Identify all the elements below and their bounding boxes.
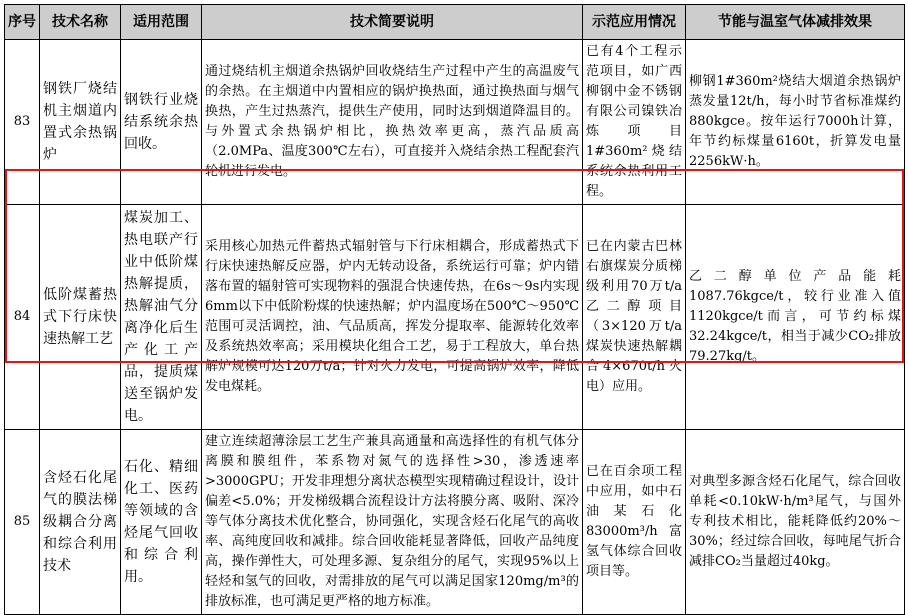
row-name: 低阶煤蓄热式下行床快速热解工艺	[40, 205, 121, 430]
row-name: 钢铁厂烧结机主烟道内置式余热锅炉	[40, 40, 121, 205]
row-seq: 84	[5, 205, 40, 430]
header-demo: 示范应用情况	[583, 5, 686, 40]
row-demo: 已在百余项工程中应用，如中石油某石化83000m³/h富氢气体综合回收项目等。	[583, 430, 686, 615]
row-effect: 柳钢1#360m²烧结大烟道余热锅炉蒸发量12t/h，每小时节省标准煤约880kgce。按年运行7000h计算，年节约标煤量6160t，折算发电量2256kW·h。	[686, 40, 905, 205]
row-effect: 对典型多源含烃石化尾气，综合回收单耗<0.10kW·h/m³尾气，与国外专利技术相比，能耗降低约20%～30%；经过综合回收，每吨尾气折合减排CO₂当量超过40kg。	[686, 430, 905, 615]
table-row	[5, 430, 905, 615]
header-seq: 序号	[5, 5, 40, 40]
row-scope: 石化、精细化工、医药等领域的含烃尾气回收和综合利用。	[121, 430, 202, 615]
row-demo: 已在内蒙古巴林右旗煤炭分质梯级利用70万t/a乙二醇项目（3×120万t/a煤炭快速热解耦合4×670t/h火电）应用。	[583, 205, 686, 430]
table-header-row	[5, 5, 905, 40]
row-desc: 采用核心加热元件蓄热式辐射管与下行床相耦合，形成蓄热式下行床快速热解反应器，炉内无转动设备，系统运行可靠；炉内错落布置的辐射管可实现物料的强混合快速传热，在6s～9s内实现6mm以下中低阶粉煤的快速热解；炉内温度场在500℃～950℃范围可灵活调控，油、气品质高，挥发分提取率、能源转化效率及系统热效率高；采用模块化组合工艺，易于工程放大，单台热解炉规模可达120万t/a；针对火力发电，可提高锅炉效率，降低发电煤耗。	[202, 205, 583, 430]
row-seq: 83	[5, 40, 40, 205]
row-demo: 已有4个工程示范项目，如广西柳钢中金不锈钢有限公司镍铁冶炼项目1#360m²烧结系统余热利用工程。	[583, 40, 686, 205]
row-effect: 乙二醇单位产品能耗1087.76kgce/t，较行业准入值1120kgce/t而言，可节约标煤32.24kgce/t，相当于减少CO₂排放79.27kg/t。	[686, 205, 905, 430]
row-desc: 通过烧结机主烟道余热锅炉回收烧结生产过程中产生的高温废气的余热。在主烟道中内置相应的锅炉换热面，通过换热面与烟气换热，产生过热蒸汽，提供生产使用，同时达到烟道降温目的。与外置式余热锅炉相比，换热效率更高，蒸汽品质高（2.0MPa、温度300℃左右），可直接并入烧结余热工程配套汽轮机进行发电。	[202, 40, 583, 205]
row-scope: 煤炭加工、热电联产行业中低阶煤热解提质，热解油气分离净化后生产化工产品，提质煤送至锅炉发电。	[121, 205, 202, 430]
header-scope: 适用范围	[121, 5, 202, 40]
header-desc: 技术简要说明	[202, 5, 583, 40]
header-name: 技术名称	[40, 5, 121, 40]
row-name: 含烃石化尾气的膜法梯级耦合分离和综合利用技术	[40, 430, 121, 615]
row-desc: 建立连续超薄涂层工艺生产兼具高通量和高选择性的有机气体分离膜和膜组件，苯系物对氮气的选择性>30，渗透速率>3000GPU；开发非理想分离状态模型实现精确过程设计，设计偏差<5.0%；开发梯级耦合流程设计方法将膜分离、吸附、深冷等气体分离技术优化整合，协同强化，实现含烃石化尾气的高收率、高纯度回收和减排。综合回收能耗显著降低，回收产品纯度高，操作弹性大，可处理多源、复杂组分的尾气，实现95%以上轻烃和氢气的回收，对需排放的尾气可以满足国家120mg/m³的排放标准，也可满足更严格的地方标准。	[202, 430, 583, 615]
header-effect: 节能与温室气体减排效果	[686, 5, 905, 40]
row-scope: 钢铁行业烧结系统余热回收。	[121, 40, 202, 205]
table-row	[5, 205, 905, 430]
table-row	[5, 40, 905, 205]
technology-table	[4, 4, 905, 615]
row-seq: 85	[5, 430, 40, 615]
